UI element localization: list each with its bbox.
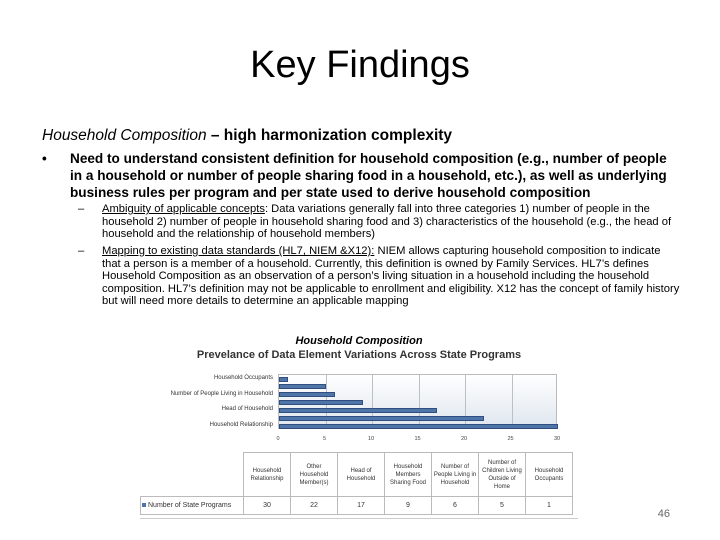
table-value-cell: 1 [526, 497, 573, 515]
section-heading-rest: – high harmonization complexity [206, 127, 453, 144]
x-tick-label: 15 [414, 436, 421, 442]
table-header-cell: Head of Household [338, 453, 385, 497]
x-tick-label: 25 [507, 436, 514, 442]
table-value-cell: 6 [432, 497, 479, 515]
dash-marker: – [78, 203, 85, 215]
bar [279, 400, 363, 405]
x-tick-label: 30 [553, 436, 561, 442]
x-tick-label: 10 [367, 436, 375, 442]
x-tick-label: 0 [276, 436, 280, 442]
table-value-cell: 22 [291, 497, 338, 515]
sub-bullet-heading: Mapping to existing data standards (HL7, NIEM &X12): [102, 245, 375, 257]
sub-bullet-heading: Ambiguity of applicable concepts [102, 203, 265, 215]
table-corner [141, 453, 244, 497]
legend-label: Number of State Programs [148, 501, 232, 509]
table-header-cell: Number of People Living in Household [432, 453, 479, 497]
x-tick-label: 20 [460, 436, 468, 442]
section-heading [42, 127, 452, 145]
bar [279, 424, 558, 429]
bullet-marker: • [42, 151, 47, 166]
table-value-cell: 17 [338, 497, 385, 515]
data-table [140, 452, 573, 515]
bar [279, 377, 288, 382]
legend-entry [141, 497, 244, 515]
bar [279, 416, 484, 421]
page-number: 46 [657, 508, 670, 520]
table-value-cell: 9 [385, 497, 432, 515]
sub-bullet-text: NIEM allows capturing household composition to indicate that a person is a member of a household. Currently, this definition is owned by Family Services. HL7’s defines Household Composition as an observation of a person’s living situation in a household including the household composition. HL7’s definition may not be applicable to enrollment and eligibility. X12 has the concept of family history but will need more details to determine an applicable mapping [102, 245, 680, 308]
section-heading-topic: Household Composition [42, 127, 207, 144]
gridline [512, 375, 513, 428]
x-tick-label: 5 [322, 436, 327, 442]
y-axis-label: Number of People Living in Household [170, 390, 273, 397]
bar [279, 408, 437, 413]
chart-subtitle: Prevelance of Data Element Variations Across State Programs [196, 349, 522, 361]
plot-area [278, 374, 557, 429]
dash-marker: – [78, 245, 85, 257]
bullet-text: Need to understand consistent definition for household composition (e.g., number of people in a household or number of people sharing food in a household, etc.), as well as underlying business rules per program and per state used to derive household composition [70, 151, 667, 200]
legend-swatch [142, 503, 146, 507]
table-header-cell: Household Relationship [244, 453, 291, 497]
bar [279, 384, 326, 389]
table-header-cell: Household Members Sharing Food [385, 453, 432, 497]
y-axis-label: Household Relationship [209, 422, 273, 429]
table-header-cell: Number of Children Living Outside of Home [479, 453, 526, 497]
table-value-cell: 5 [479, 497, 526, 515]
table-header-cell: Household Occupants [526, 453, 573, 497]
table-header-cell: Other Household Member(s) [291, 453, 338, 497]
household-composition-chart [140, 331, 578, 519]
slide-title: Key Findings [250, 44, 470, 86]
y-axis-label: Head of Household [221, 406, 273, 413]
chart-title: Household Composition [295, 335, 423, 347]
y-axis-label: Household Occupants [213, 375, 273, 381]
table-value-cell: 30 [244, 497, 291, 515]
sub-bullet-text: : Data variations generally fall into three categories 1) number of people in the household 2) number of people in household sharing food and 3) characteristics of the household (e.g., the head of household and the relationship of household members) [102, 203, 672, 241]
bar [279, 392, 335, 397]
